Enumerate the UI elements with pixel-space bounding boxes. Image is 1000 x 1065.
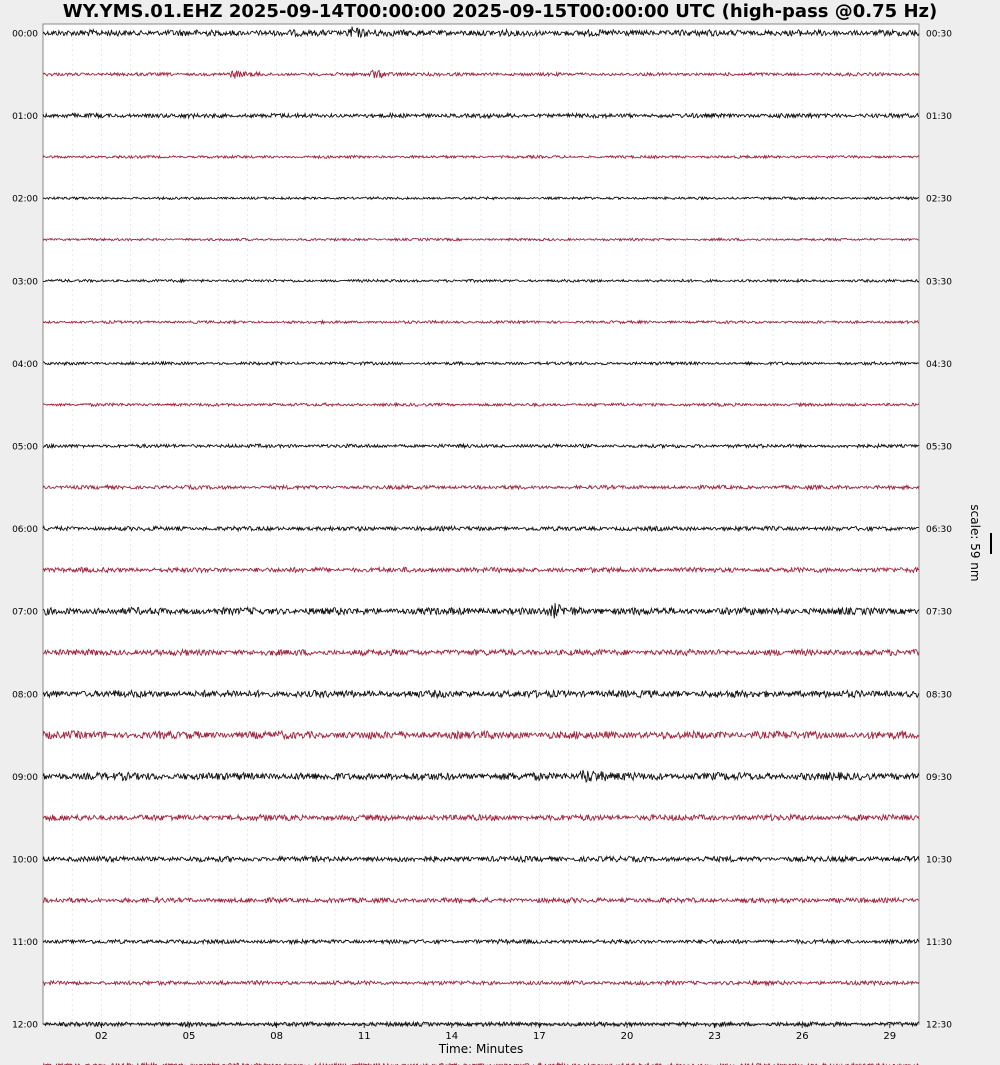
x-tick-label: 23 — [708, 1031, 721, 1042]
row-label-right: 03:30 — [926, 277, 952, 288]
row-label-right: 00:30 — [926, 29, 952, 40]
x-tick-label: 20 — [620, 1031, 634, 1042]
row-label-left: 12:00 — [12, 1020, 38, 1031]
row-label-right: 10:30 — [926, 855, 952, 866]
scale-bar — [990, 533, 992, 554]
row-label-left: 10:00 — [12, 855, 38, 866]
row-label-left: 03:00 — [12, 277, 38, 288]
row-label-left: 01:00 — [12, 112, 38, 123]
row-label-right: 04:30 — [926, 359, 952, 370]
row-label-right: 05:30 — [926, 442, 952, 453]
row-label-right: 06:30 — [926, 525, 952, 536]
row-label-right: 01:30 — [926, 112, 952, 123]
chart-title: WY.YMS.01.EHZ 2025-09-14T00:00:00 2025-09-15T00:00:00 UTC (high-pass @0.75 Hz) — [62, 1, 938, 22]
row-label-right: 09:30 — [926, 772, 952, 783]
row-label-left: 04:00 — [12, 359, 38, 370]
x-tick-label: 17 — [533, 1031, 546, 1042]
x-tick-label: 02 — [95, 1031, 108, 1042]
x-tick-label: 11 — [357, 1031, 371, 1042]
row-label-left: 00:00 — [12, 29, 38, 40]
row-label-right: 11:30 — [926, 938, 952, 949]
row-label-right: 08:30 — [926, 690, 952, 701]
row-label-left: 11:00 — [12, 938, 38, 949]
x-tick-label: 26 — [795, 1031, 809, 1042]
row-label-left: 02:00 — [12, 194, 38, 205]
x-tick-label: 14 — [445, 1031, 459, 1042]
row-label-right: 12:30 — [926, 1020, 952, 1031]
row-label-right: 02:30 — [926, 194, 952, 205]
row-label-left: 09:00 — [12, 772, 38, 783]
row-label-left: 05:00 — [12, 442, 38, 453]
row-label-left: 08:00 — [12, 690, 38, 701]
row-label-right: 07:30 — [926, 607, 952, 618]
x-tick-label: 05 — [182, 1031, 196, 1042]
row-label-left: 06:00 — [12, 525, 38, 536]
x-axis-label: Time: Minutes — [438, 1042, 524, 1056]
x-tick-label: 29 — [883, 1031, 897, 1042]
x-tick-label: 08 — [270, 1031, 283, 1042]
row-label-left: 07:00 — [12, 607, 38, 618]
scale-label: scale: 59 nm — [968, 504, 982, 582]
